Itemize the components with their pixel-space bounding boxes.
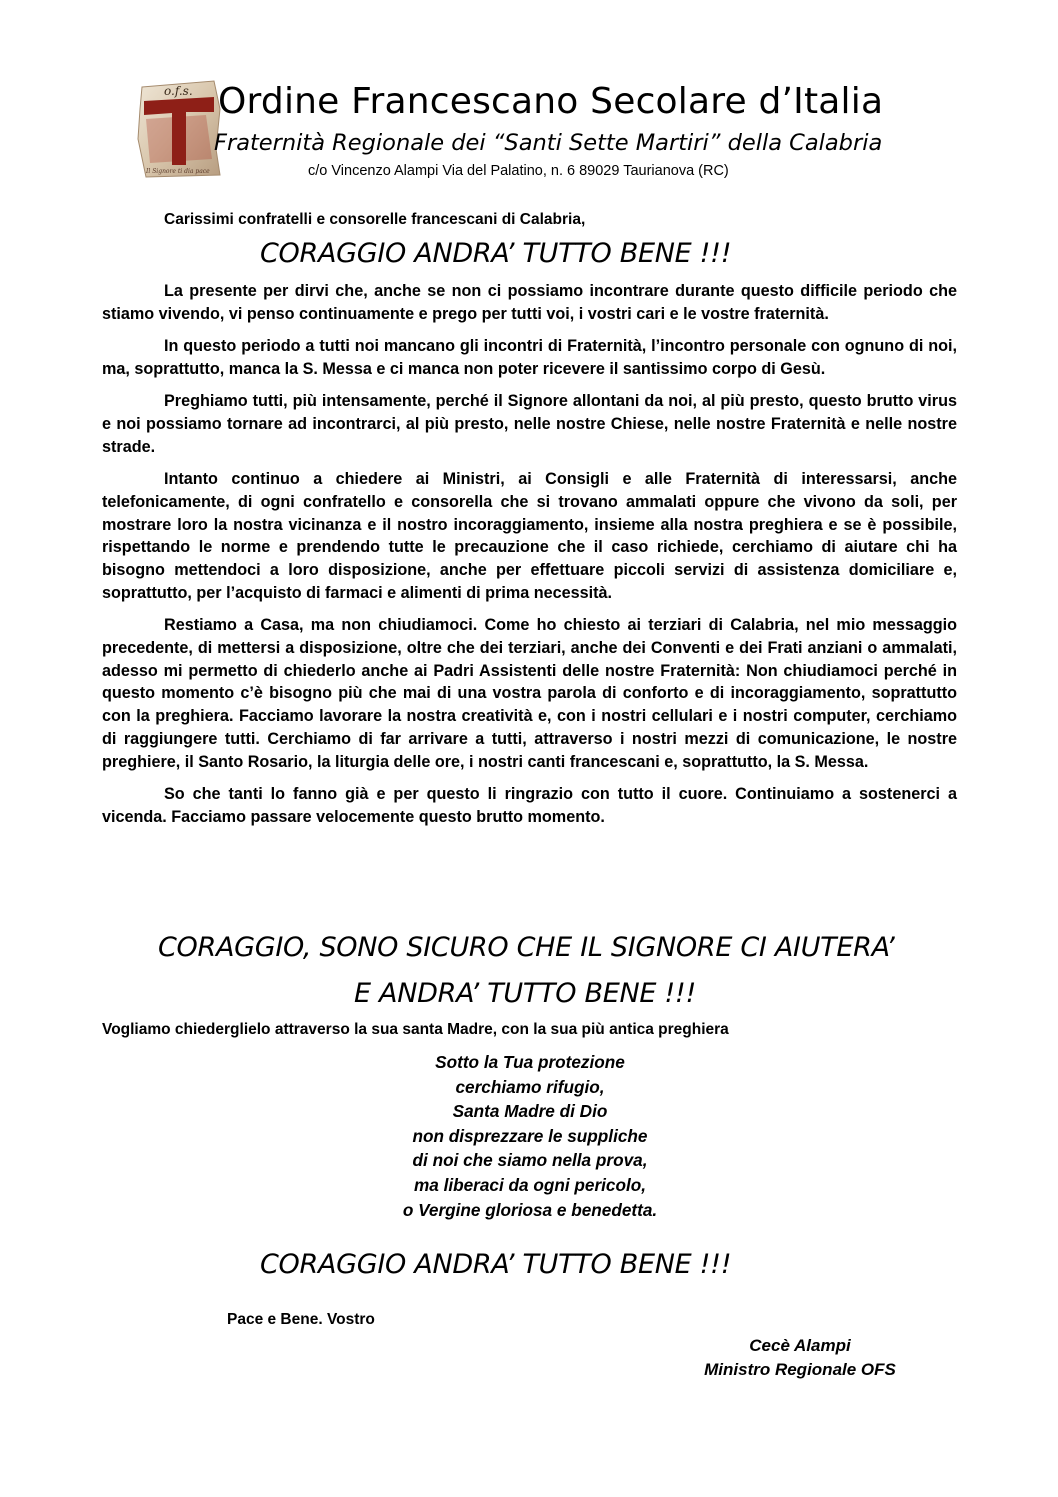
prayer-line: cerchiamo rifugio, — [455, 1076, 605, 1097]
signature — [676, 1334, 924, 1382]
prayer — [300, 1050, 760, 1222]
document-title: Ordine Francescano Secolare d’Italia — [218, 81, 884, 122]
letter-body — [102, 280, 957, 838]
logo-text: o.f.s. — [164, 84, 193, 98]
prayer-line: non disprezzare le suppliche — [412, 1125, 648, 1146]
paragraph: Preghiamo tutti, più intensamente, perché il Signore allontani da noi, al più presto, questo brutto virus e noi possiamo tornare ad incontrarci, al più presto, nelle nostre Chiese, nelle nostre Fraternità e nelle nostre strade. — [102, 392, 957, 456]
slogan-middle-line1: CORAGGIO, SONO SICURO CHE IL SIGNORE CI AIUTERA’ — [158, 932, 895, 963]
paragraph: Intanto continuo a chiedere ai Ministri, ai Consigli e alle Fraternità di interessarsi, anche telefonicamente, di ogni confratello e consorella che si trovano ammalati oppure che vivono da soli, per mostrare loro la nostra vicinanza e il nostro incoraggiamento, insieme alla nostra preghiera e se è possibile, rispettando le norme e prendendo tutte le precauzione che il caso richiede, cerchiamo di aiutare chi ha bisogno mettendoci a loro disposizione, anche per effettuare piccoli servizi di assistenza domiciliare e, soprattutto, per l’acquisto di farmaci e alimenti di prima necessità. — [102, 470, 957, 602]
logo-motto: Il Signore ti dia pace — [146, 168, 210, 175]
ofs-logo — [136, 79, 222, 179]
closing: Pace e Bene. Vostro — [227, 1311, 375, 1328]
slogan-bottom: CORAGGIO ANDRA’ TUTTO BENE !!! — [260, 1249, 732, 1280]
prayer-line: di noi che siamo nella prova, — [412, 1150, 648, 1171]
signature-role: Ministro Regionale OFS — [704, 1360, 896, 1379]
paragraph: Restiamo a Casa, ma non chiudiamoci. Come ho chiesto ai terziari di Calabria, nel mio messaggio precedente, di mettersi a disposizione, oltre che dei terziari, anche dei Conventi e dei Frati anziani o ammalati, adesso mi permetto di chiederlo anche ai Padri Assistenti delle nostre Fraternità: Non chiudiamoci perché in questo momento c’è bisogno più che mai di una vostra parola di conforto e di incoraggiamento, soprattutto con la preghiera. Facciamo lavorare la nostra creatività e, con i nostri cellulari e i nostri computer, cerchiamo di raggiungere tutti. Cerchiamo di far arrivare a tutti, attraverso i nostri mezzi di comunicazione, le nostre preghiere, il Santo Rosario, la liturgia delle ore, i nostri canti francescani e, soprattutto, la S. Messa. — [102, 616, 957, 771]
prayer-line: Santa Madre di Dio — [452, 1101, 608, 1122]
document-subtitle: Fraternità Regionale dei “Santi Sette Martiri” della Calabria — [214, 130, 883, 156]
prayer-line: ma liberaci da ogni pericolo, — [413, 1174, 647, 1195]
prayer-intro: Vogliamo chiederglielo attraverso la sua santa Madre, con la sua più antica preghiera — [102, 1021, 729, 1038]
slogan-top: CORAGGIO ANDRA’ TUTTO BENE !!! — [260, 238, 732, 269]
paragraph: So che tanti lo fanno già e per questo li ringrazio con tutto il cuore. Continuiamo a sostenerci a vicenda. Facciamo passare velocemente questo brutto momento. — [102, 785, 957, 826]
signature-name: Cecè Alampi — [749, 1336, 851, 1355]
greeting: Carissimi confratelli e consorelle francescani di Calabria, — [164, 211, 586, 228]
paragraph: La presente per dirvi che, anche se non ci possiamo incontrare durante questo difficile periodo che stiamo vivendo, vi penso continuamente e prego per tutti voi, i vostri cari e le vostre fraternità. — [102, 282, 957, 323]
sender-address: c/o Vincenzo Alampi Via del Palatino, n. 6 89029 Taurianova (RC) — [308, 163, 729, 179]
prayer-line: o Vergine gloriosa e benedetta. — [402, 1199, 658, 1220]
prayer-line: Sotto la Tua protezione — [435, 1052, 625, 1072]
slogan-middle-line2: E ANDRA’ TUTTO BENE !!! — [354, 978, 696, 1009]
paragraph: In questo periodo a tutti noi mancano gli incontri di Fraternità, l’incontro personale con ognuno di noi, ma, soprattutto, manca la S. Messa e ci manca non poter ricevere il santissimo corpo di Gesù. — [102, 337, 957, 378]
